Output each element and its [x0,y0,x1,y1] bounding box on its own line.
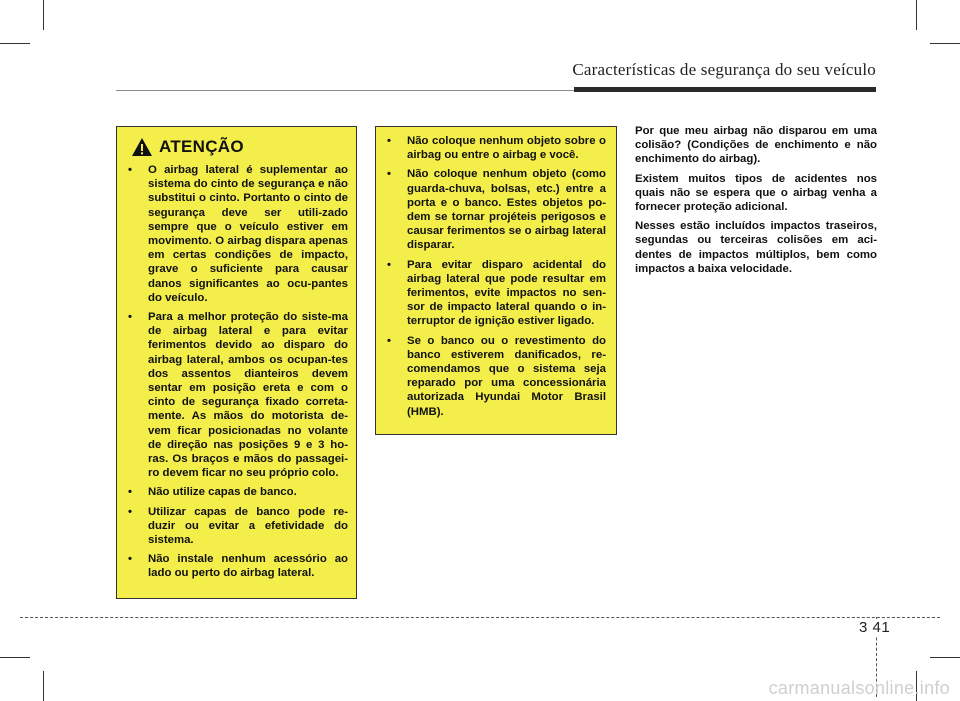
list-item: • Não coloque nenhum objeto sobre o airbag ou entre o airbag e você. [384,134,606,162]
crop-mark [0,43,30,44]
list-item: • Para evitar disparo acidental do airbag lateral que pode resultar em ferimentos, evite impactos no sen-sor de impacto lateral quando o in-terruptor de ignição estiver ligado. [384,258,606,329]
crop-mark [0,657,30,658]
crop-mark [43,0,44,30]
footer-divider [20,617,940,618]
list-item: • Utilizar capas de banco pode re-duzir ou evitar a efetividade do sistema. [125,505,348,548]
crop-mark [916,0,917,30]
paragraph: Nesses estão incluídos impactos traseiros, segundas ou terceiras colisões em aci-dentes de impactos múltiplos, bem como impactos a baixa velocidade. [635,220,877,275]
list-item: • Não utilize capas de banco. [125,485,348,499]
section-title: Características de segurança do seu veículo [572,60,876,79]
page-number: 3 41 [857,619,909,636]
warning-triangle-icon [131,137,153,157]
list-item: • Não instale nenhum acessório ao lado ou perto do airbag lateral. [125,552,348,580]
crop-mark [930,657,960,658]
warning-list [125,163,348,581]
watermark-text: carmanualsonline.info [768,678,950,698]
crop-mark [43,671,44,701]
header-accent-bar [574,87,876,92]
list-item: • Para a melhor proteção do siste-ma de airbag lateral e para evitar ferimentos devido ao disparo do airbag lateral, ambos os ocupan-tes dos assentos dianteiros devem sentar em posição ereta e com o cinto de segurança fixado correta-mente. As mãos do motorista de-vem ficar posicionadas no volante de direção nas posições 9 e 3 ho-ras. Os braços e mãos do passagei-ro devem ficar no seu próprio colo. [125,310,348,480]
paragraph: Existem muitos tipos de acidentes nos quais não se espera que o airbag venha a fornecer proteção adicional. [635,172,877,214]
warning-box-left [116,126,357,599]
crop-mark [930,43,960,44]
list-item: • O airbag lateral é suplementar ao sistema do cinto de segurança e não substitui o cinto. Portanto o cinto de segurança deve ser utili-zado sempre que o veículo estiver em movimento. O airbag dispara apenas em certas condições de impacto, grave o suficiente para causar danos significantes ao ocu-pantes do veículo. [125,163,348,305]
warning-title: ATENÇÃO [159,136,244,156]
warning-list [384,134,606,419]
warning-box-middle [375,126,617,435]
right-column-text [635,124,877,281]
list-item: • Não coloque nenhum objeto (como guarda-chuva, bolsas, etc.) entre a porta e o banco. Estes objetos po-dem se tornar projéteis perigosos e causar ferimentos se o airbag lateral disparar. [384,167,606,252]
paragraph-question: Por que meu airbag não disparou em uma colisão? (Condições de enchimento e não enchimento do airbag). [635,125,877,166]
list-item: • Se o banco ou o revestimento do banco estiverem danificados, re-comendamos que o sistema seja reparado por uma concessionária autorizada Hyundai Motor Brasil (HMB). [384,334,606,419]
warning-header [125,137,348,157]
